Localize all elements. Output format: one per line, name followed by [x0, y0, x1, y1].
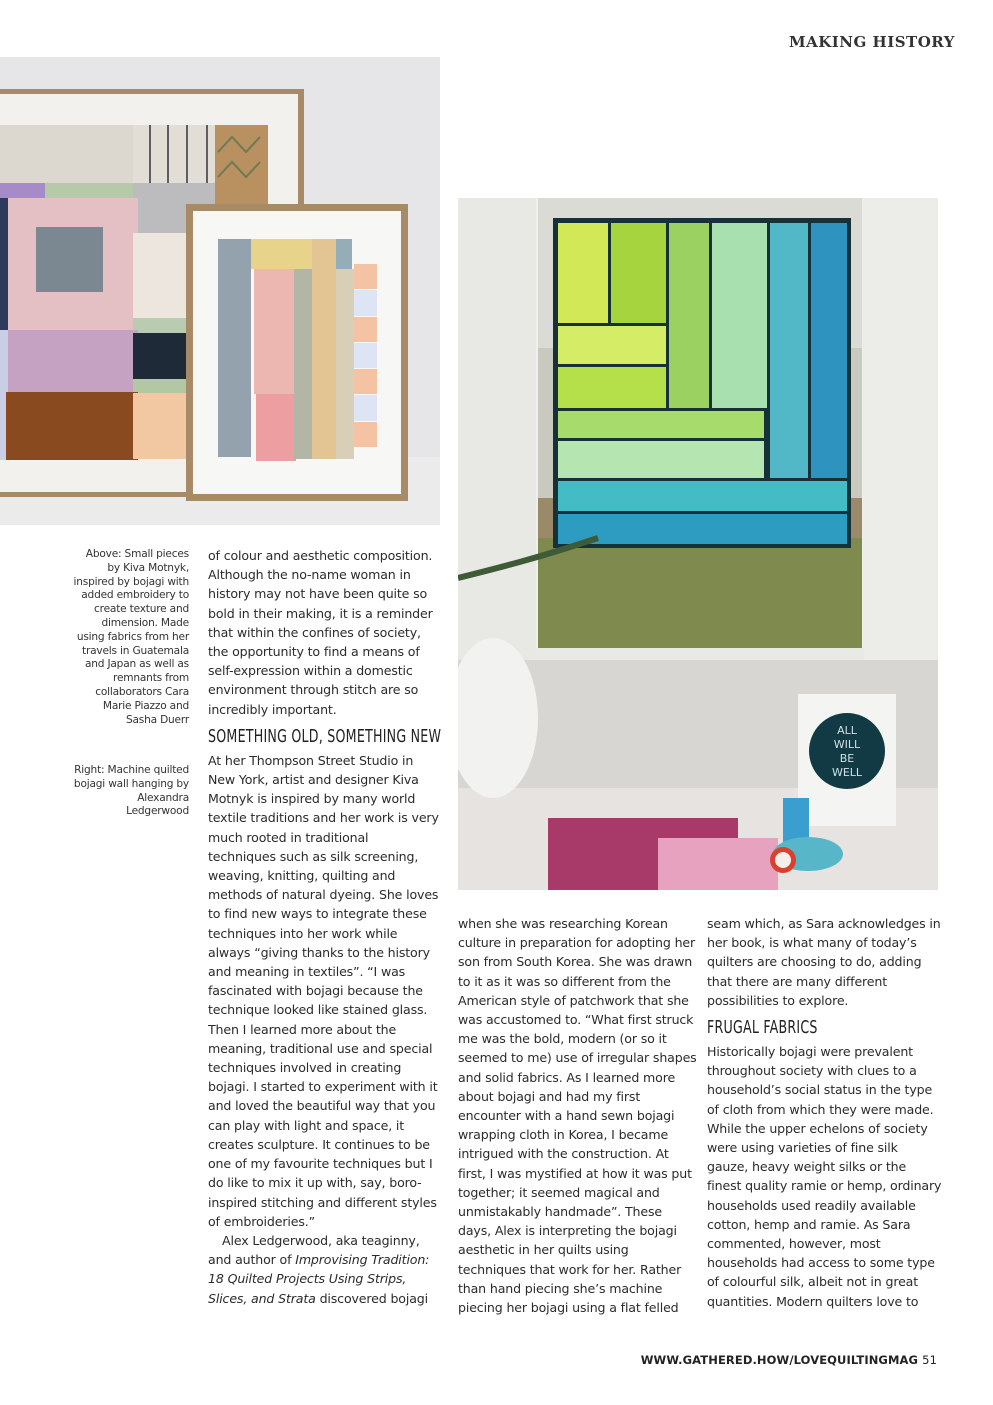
article-column-2 [458, 914, 698, 1317]
framed-quilts-illustration [0, 57, 440, 525]
sign-text: ALL [837, 724, 857, 737]
window-quilt-illustration [458, 198, 938, 890]
text: discovered bojagi [315, 1290, 428, 1306]
paragraph: Historically bojagi were prevalent throughout society with clues to a household’s social status in the type of cloth from which they were made. While the upper echelons of society were using varieties of fine silk gauze, heavy weight silks or the finest quality ramie or hemp, ordinary households used readily available cotton, hemp and ramie. As Sara commented, however, most households had access to some type of colourful silk, albeit not in great quantities. Modern quilters love to [707, 1044, 942, 1309]
paragraph: when she was researching Korean culture in preparation for adopting her son from South Korea. She was drawn to it as it was so different from the American style of patchwork that she was accustomed to. “What first struck me was the bold, modern (or so it seemed to me) use of irregular shapes and solid fabrics. As I learned more about bojagi and had my first encounter with a hand sewn bojagi wrapping cloth in Korea, I became intrigued with the construction. At first, I was mystified at how it was put together; it seemed magical and unmistakably handmade”. These days, Alex is interpreting the bojagi aesthetic in her quilts using techniques that work for her. Rather than hand piecing she’s machine piecing her bojagi using a flat felled [458, 916, 697, 1316]
paragraph: of colour and aesthetic composition. Although the no-name woman in history may not have been quite so bold in their making, it is a reminder that within the confines of society, the opportunity to find a means of self-expression within a domestic environment through stitch are so incredibly important. [208, 548, 433, 717]
photo-framed-bojagi [0, 57, 440, 525]
caption-above: Above: Small pieces by Kiva Motnyk, inspired by bojagi with added embroidery to create texture and dimension. Made using fabrics from her travels in Guatemala and Japan as well as remnants from collaborators Cara Marie Piazzo and Sasha Duerr [73, 548, 189, 726]
photo-quilt-window [458, 198, 938, 890]
paragraph: seam which, as Sara acknowledges in her book, is what many of today’s quilters are choosing to do, adding that there are many different possibilities to explore. [707, 916, 941, 1008]
section-title: MAKING HISTORY [788, 33, 955, 51]
article-column-3 [707, 914, 942, 1311]
svg-text:WILL: WILL [833, 738, 861, 751]
book-title: Improvising Tradition: 18 Quilted Projects Using Strips, Slices, and Strata [208, 1252, 430, 1306]
footer [641, 1353, 937, 1367]
heading-frugal-fabrics: FRUGAL FABRICS [707, 1017, 818, 1039]
footer-url[interactable]: WWW.GATHERED.HOW/LOVEQUILTINGMAG [640, 1353, 919, 1367]
svg-text:WELL: WELL [831, 766, 863, 779]
page-number: 51 [922, 1353, 937, 1367]
article-column-1-intro [208, 546, 440, 1308]
paragraph: At her Thompson Street Studio in New York, artist and designer Kiva Motnyk is inspired by many world textile traditions and her work is very much rooted in traditional techniques such as silk screening, weaving, knitting, quilting and methods of natural dyeing. She loves to find new ways to integrate these techniques into her work while always “giving thanks to the history and meaning in textiles”. “I was fascinated with bojagi because the technique looked like stained glass. Then I learned more about the meaning, traditional use and special techniques involved in creating bojagi. I started to experiment with it and loved the beautiful way that you can play with light and space, it creates sculpture. It continues to be one of my favourite techniques but I do like to mix it up with, say, boro-inspired stitching and different styles of embroideries.” [208, 752, 439, 1229]
text: Alex Ledgerwood, aka teaginny, and author of [208, 1232, 420, 1268]
svg-text:BE: BE [839, 752, 855, 765]
paragraph [208, 1231, 440, 1308]
heading-something-old: SOMETHING OLD, SOMETHING NEW [208, 725, 442, 747]
caption-right: Right: Machine quilted bojagi wall hanging by Alexandra Ledgerwood [73, 764, 189, 818]
